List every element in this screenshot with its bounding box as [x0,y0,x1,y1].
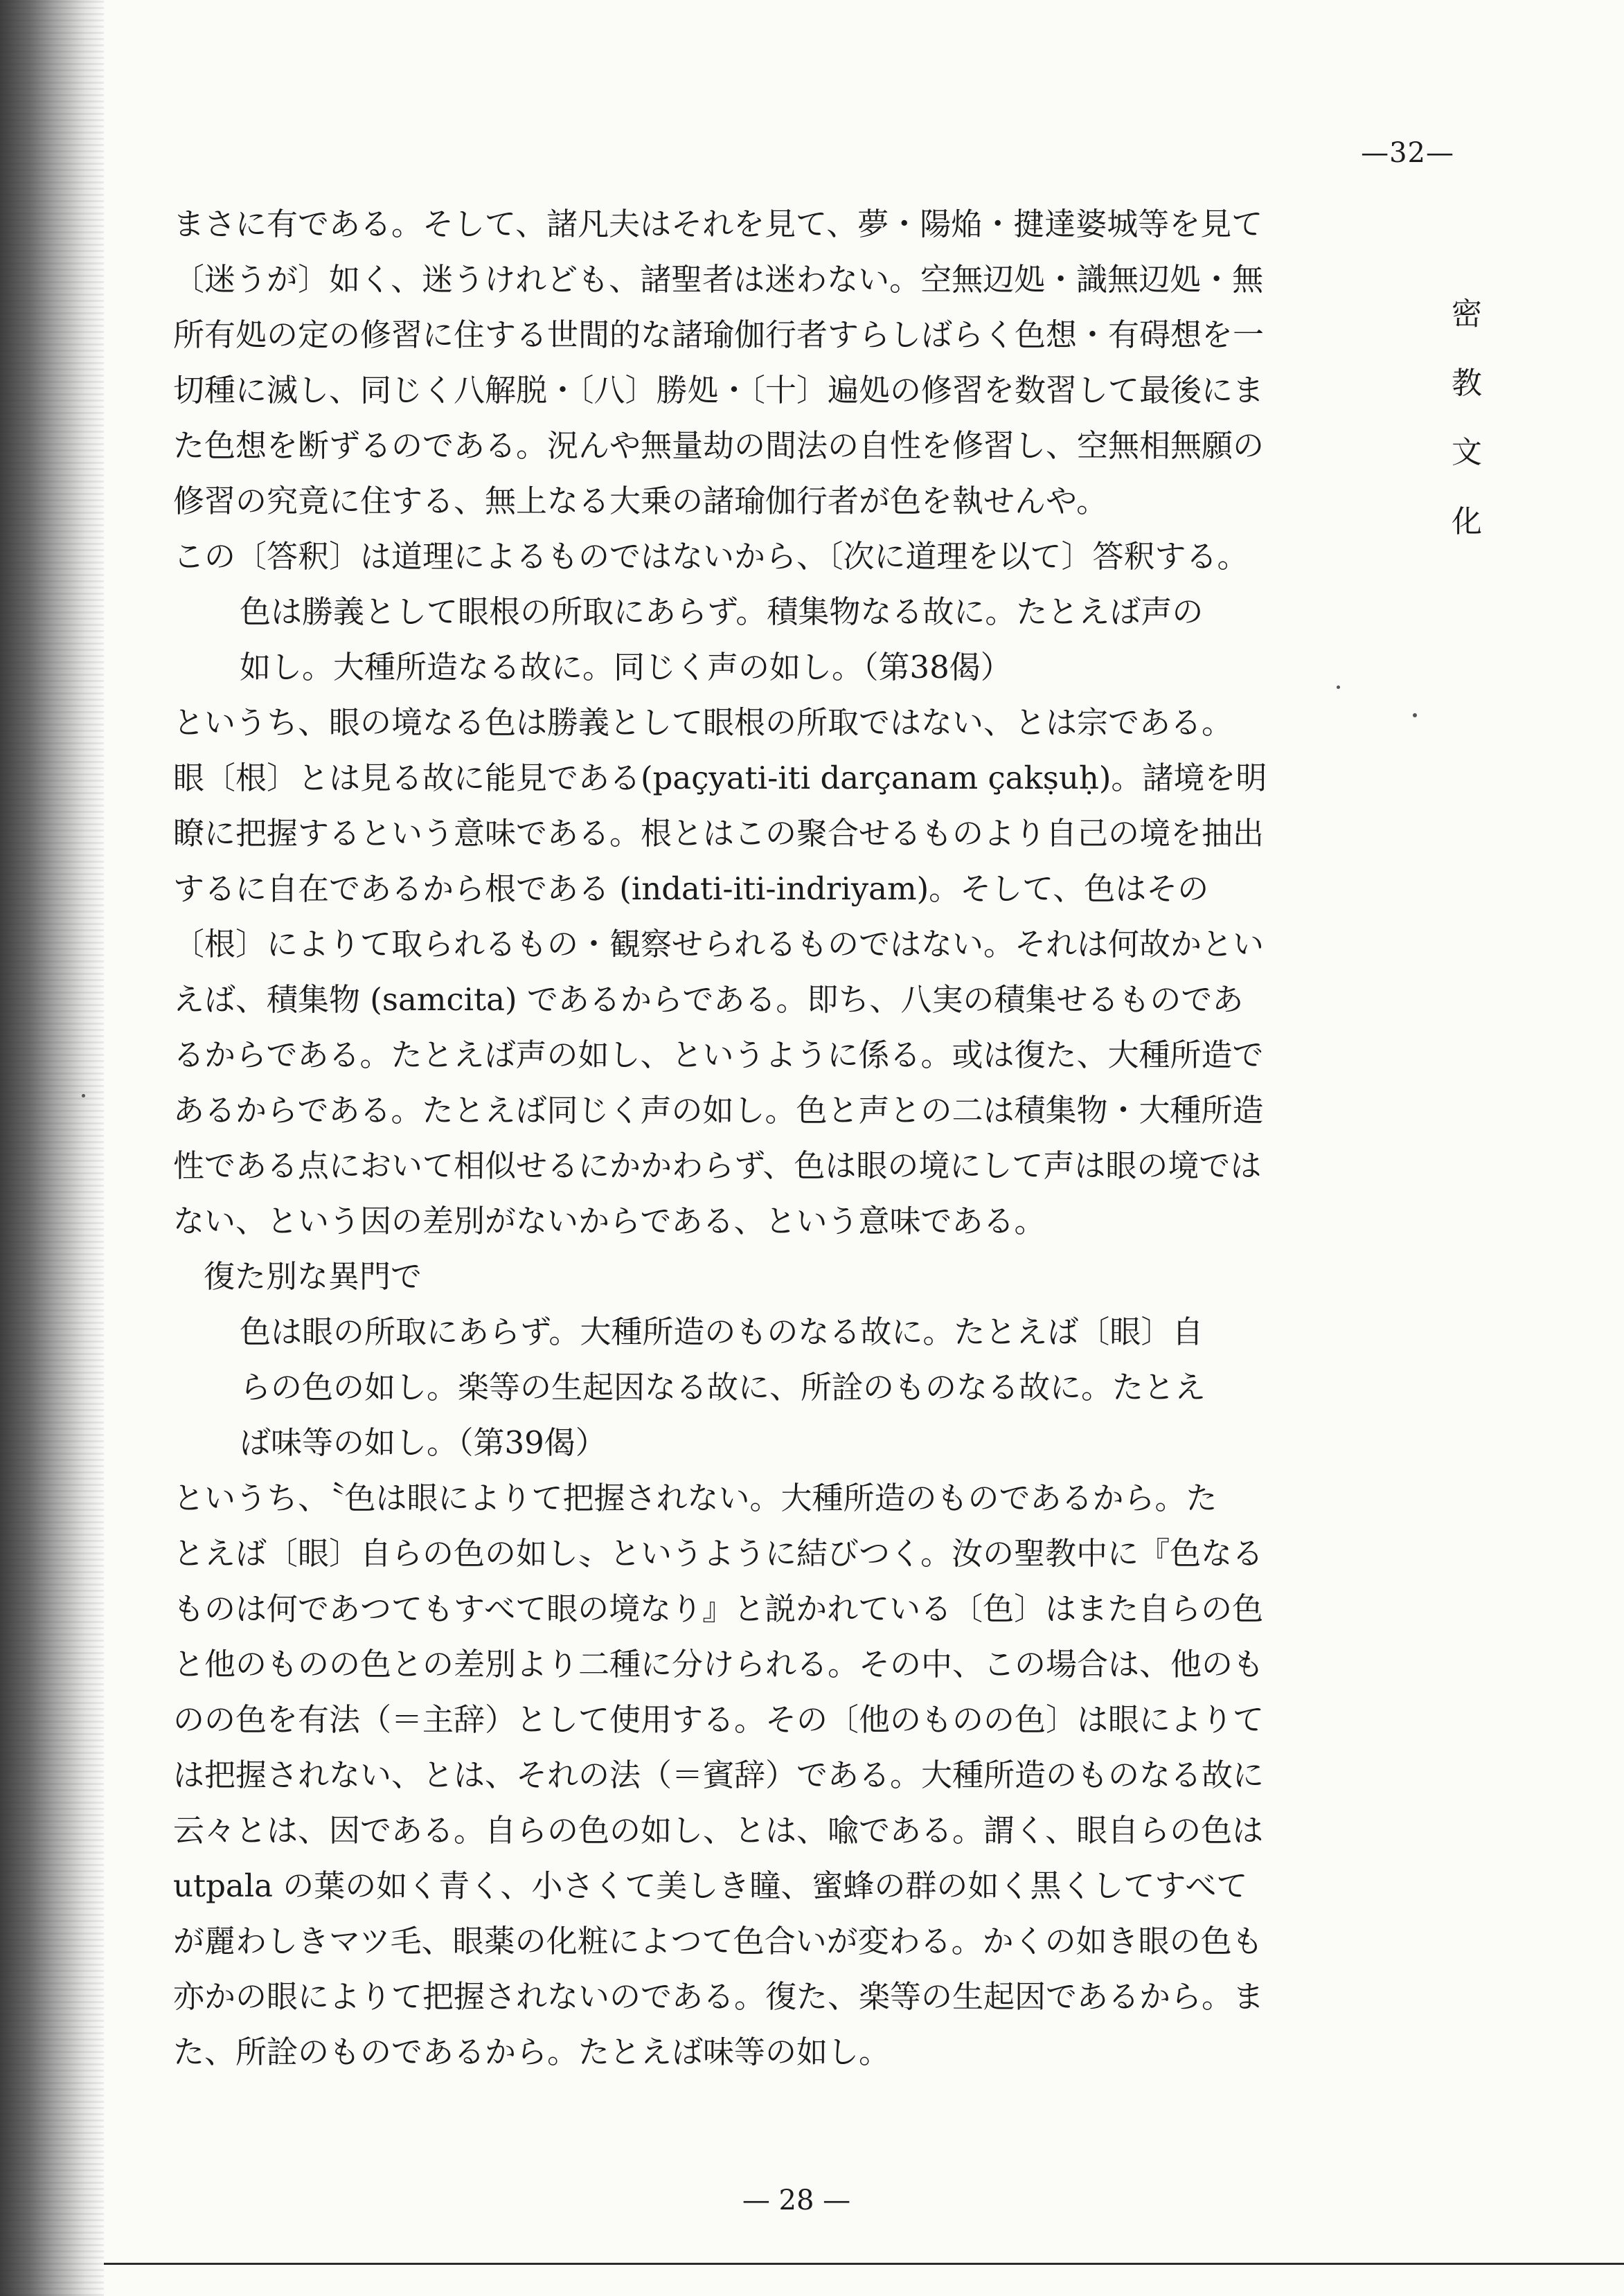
verse-line: ば味等の如し。（第39偈） [240,1424,607,1461]
text-line: と他のものの色との差別より二種に分けられる。その中、この場合は、他のも [173,1646,1265,1683]
side-label-char: 文 [1452,435,1482,470]
text-line: 所有処の定の修習に住する世間的な諸瑜伽行者すらしばらく色想・有碍想を一 [173,316,1265,353]
footer-page-number: — 28 — [742,2185,851,2216]
text-line: ない、という因の差別がないからである、という意味である。 [173,1203,1046,1239]
text-line: 性である点において相似せるにかかわらず、色は眼の境にして声は眼の境では [173,1147,1262,1184]
text-line: ものは何であつてもすべて眼の境なり』と説かれている〔色〕はまた自らの色 [173,1590,1264,1627]
text-line: た、所詮のものであるから。たとえば味等の如し。 [173,2034,891,2070]
binding-shadow [0,0,104,2296]
text-line: とえば〔眼〕自らの色の如し〟というように結びつく。汝の聖教中に『色なる [173,1535,1264,1572]
text-line: 復た別な異門で [204,1258,422,1295]
verse-line: 色は眼の所取にあらず。大種所造のものなる故に。たとえば〔眼〕自 [240,1313,1204,1350]
text-line: た色想を断ずるのである。況んや無量劫の間法の自性を修習し、空無相無願の [173,427,1265,464]
text-line: というち、眼の境なる色は勝義として眼根の所取ではない、とは宗である。 [173,704,1233,741]
text-line: 亦かの眼によりて把握されないのである。復た、楽等の生起因であるから。ま [173,1978,1265,2015]
scan-speck [1413,713,1417,717]
text-line: 云々とは、因である。自らの色の如し、とは、喩である。謂く、眼自らの色は [173,1812,1264,1849]
text-line: は把握されない、とは、それの法（＝賓辞）である。大種所造のものなる故に [173,1757,1265,1793]
text-line: のの色を有法（＝主辞）として使用する。その〔他のものの色〕は眼によりて [173,1701,1265,1738]
text-line: えば、積集物 (samcita) であるからである。即ち、八実の積集せるものであ [173,981,1244,1018]
header-page-number: —32— [1361,137,1454,169]
bottom-rule [104,2263,1624,2265]
side-journal-label [1446,296,1488,539]
text-line: 修習の究竟に住する、無上なる大乗の諸瑜伽行者が色を執せんや。 [173,483,1108,519]
text-line: 〔根〕によりて取られるもの・観察せられるものではない。それは何故かとい [173,926,1265,962]
text-line: まさに有である。そして、諸凡夫はそれを見て、夢・陽焔・揵達婆城等を見て [173,206,1263,242]
text-line: この〔答釈〕は道理によるものではないから、〔次に道理を以て〕答釈する。 [173,538,1249,575]
text-line: 切種に滅し、同じく八解脱・〔八〕勝処・〔十〕遍処の修習を数習して最後にま [173,372,1265,409]
verse-line: 如し。大種所造なる故に。同じく声の如し。（第38偈） [240,649,1012,685]
text-line: 〔迷うが〕如く、迷うけれども、諸聖者は迷わない。空無辺処・識無辺処・無 [173,261,1264,298]
text-line: するに自在であるから根である (indati-iti-indriyam)。そして、色はその [173,870,1209,907]
verse-line: 色は勝義として眼根の所取にあらず。積集物なる故に。たとえば声の [240,593,1204,630]
text-line: るからである。たとえば声の如し、というように係る。或は復た、大種所造で [173,1037,1264,1073]
text-line: 瞭に把握するという意味である。根とはこの聚合せるものより自己の境を抽出 [173,815,1265,852]
side-label-char: 密 [1452,296,1482,332]
side-label-char: 化 [1452,504,1482,539]
text-line: というち、〝色は眼によりて把握されない。大種所造のものであるから。た [173,1480,1217,1516]
verse-line: らの色の如し。楽等の生起因なる故に、所詮のものなる故に。たとえ [240,1369,1206,1406]
text-line: あるからである。たとえば同じく声の如し。色と声との二は積集物・大種所造 [173,1092,1264,1129]
text-line: が麗わしきマツ毛、眼薬の化粧によつて色合いが変わる。かくの如き眼の色も [173,1923,1263,1959]
body-text [173,197,1406,2080]
text-line: 眼〔根〕とは見る故に能見である(paçyati-iti darçanam çakṣuḥ)。諸境を明 [173,760,1267,796]
text-line: utpala の葉の如く青く、小さくて美しき瞳、蜜蜂の群の如く黒くしてすべて [173,1867,1248,1904]
side-label-char: 教 [1452,366,1482,401]
scan-speck [82,1094,85,1097]
scan-speck [1337,685,1340,689]
